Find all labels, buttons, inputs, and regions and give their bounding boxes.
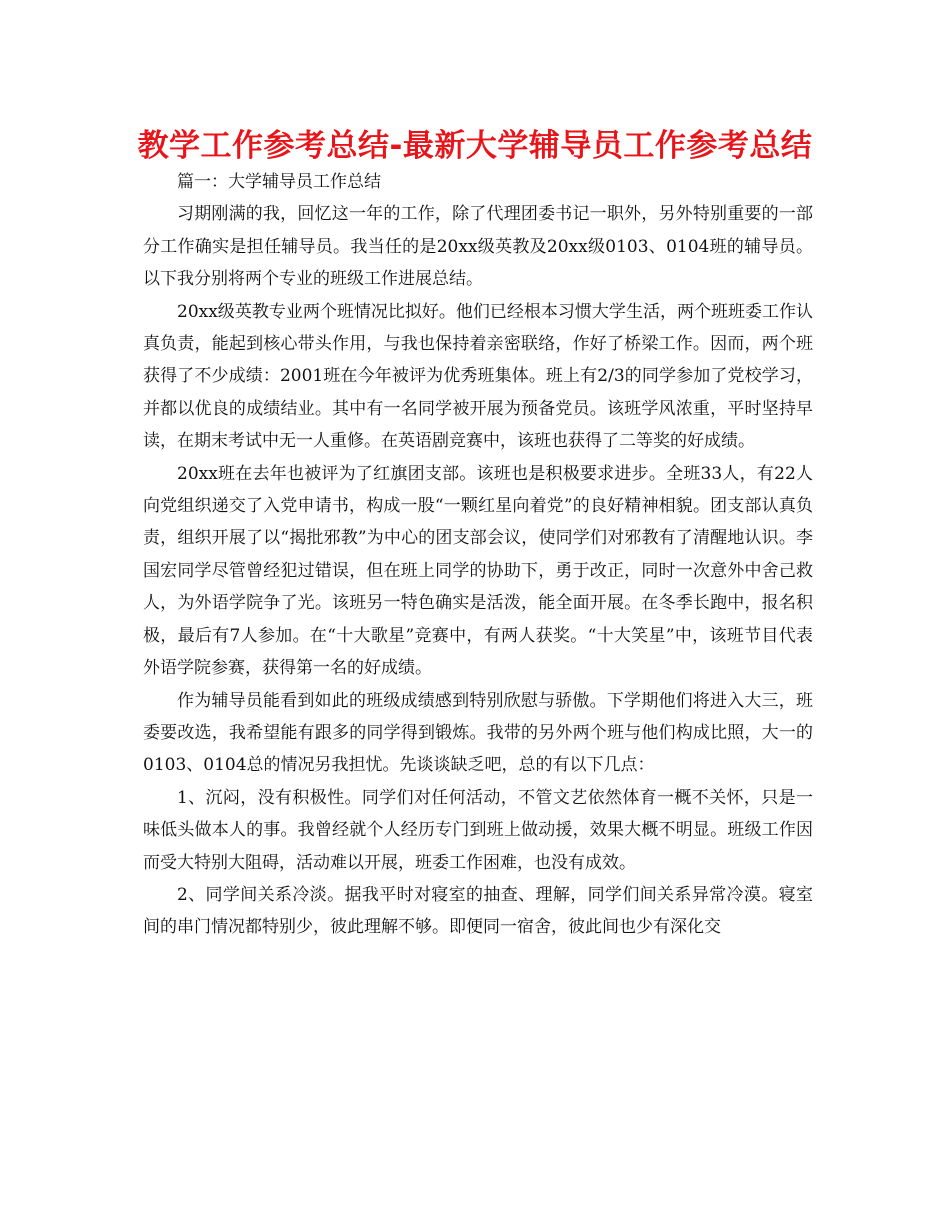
document-title: 教学工作参考总结-最新大学辅导员工作参考总结 xyxy=(137,128,813,164)
paragraph: 20xx班在去年也被评为了红旗团支部。该班也是积极要求进步。全班33人，有22人向党组织递交了入党申请书，构成一股“一颗红星向着党”的良好精神相貌。团支部认真负责，组织开展了以“揭批邪教”为中心的团支部会议，使同学们对邪教有了清醒地认识。李国宏同学尽管曾经犯过错误，但在班上同学的协助下，勇于改正，同时一次意外中舍己救人，为外语学院争了光。该班另一特色确实是活泼，能全面开展。在冬季长跑中，报名积极，最后有7人参加。在“十大歌星”竞赛中，有两人获奖。“十大笑星”中，该班节目代表外语学院参赛，获得第一名的好成绩。 xyxy=(143,463,813,679)
paragraph: 作为辅导员能看到如此的班级成绩感到特别欣慰与骄傲。下学期他们将进入大三，班委要改选，我希望能有跟多的同学得到锻炼。我带的另外两个班与他们构成比照，大一的0103、0104总的情况另我担忧。先谈谈缺乏吧，总的有以下几点： xyxy=(143,690,813,776)
document-body xyxy=(143,166,813,944)
paragraph: 习期刚满的我，回忆这一年的工作，除了代理团委书记一职外，另外特别重要的一部分工作确实是担任辅导员。我当任的是20xx级英教及20xx级0103、0104班的辅导员。以下我分别将两个专业的班级工作进展总结。 xyxy=(143,204,813,290)
paragraph: 1、沉闷，没有积极性。同学们对任何活动，不管文艺依然体育一概不关怀，只是一味低头做本人的事。我曾经就个人经历专门到班上做动援，效果大概不明显。班级工作因而受大特别大阻碍，活动难以开展，班委工作困难，也没有成效。 xyxy=(143,787,813,873)
section-heading: 篇一：大学辅导员工作总结 xyxy=(177,172,381,192)
paragraph: 2、同学间关系冷淡。据我平时对寝室的抽查、理解，同学们间关系异常冷漠。寝室间的串门情况都特别少，彼此理解不够。即便同一宿舍，彼此间也少有深化交 xyxy=(143,884,813,938)
paragraph: 20xx级英教专业两个班情况比拟好。他们已经根本习惯大学生活，两个班班委工作认真负责，能起到核心带头作用，与我也保持着亲密联络，作好了桥梁工作。因而，两个班获得了不少成绩：2001班在今年被评为优秀班集体。班上有2/3的同学参加了党校学习，并都以优良的成绩结业。其中有一名同学被开展为预备党员。该班学风浓重，平时坚持早读，在期末考试中无一人重修。在英语剧竞赛中，该班也获得了二等奖的好成绩。 xyxy=(143,301,813,452)
